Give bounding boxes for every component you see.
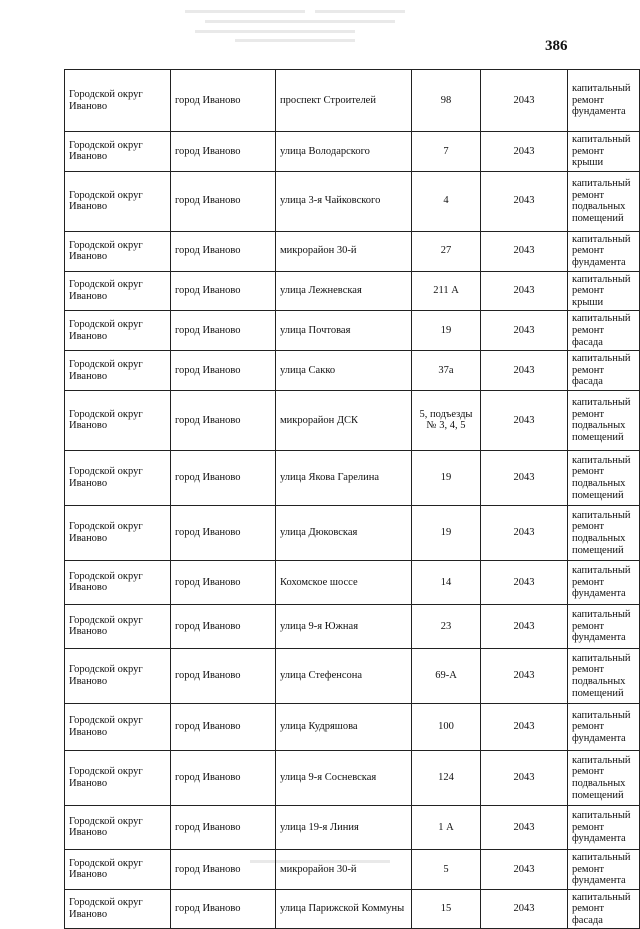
cell-district: Городской округ Иваново xyxy=(65,311,171,351)
cell-city: город Иваново xyxy=(171,560,276,604)
cell-street: улица Сакко xyxy=(276,351,412,391)
cell-work-type: капитальный ремонт фундамента xyxy=(568,703,640,750)
registry-table-body xyxy=(65,70,640,929)
cell-city: город Иваново xyxy=(171,805,276,849)
cell-city: город Иваново xyxy=(171,171,276,231)
table-row xyxy=(65,231,640,271)
cell-district: Городской округ Иваново xyxy=(65,271,171,311)
cell-street: улица 3-я Чайковского xyxy=(276,171,412,231)
cell-house-number: 7 xyxy=(412,132,481,172)
cell-house-number: 98 xyxy=(412,70,481,132)
cell-street: микрорайон 30-й xyxy=(276,231,412,271)
cell-street: микрорайон ДСК xyxy=(276,390,412,450)
cell-street: улица 9-я Сосневская xyxy=(276,750,412,805)
table-row xyxy=(65,604,640,648)
cell-work-type: капитальный ремонт фасада xyxy=(568,889,640,929)
table-row xyxy=(65,271,640,311)
table-row xyxy=(65,648,640,703)
cell-work-type: капитальный ремонт крыши xyxy=(568,271,640,311)
cell-work-type: капитальный ремонт подвальных помещений xyxy=(568,648,640,703)
cell-street: проспект Строителей xyxy=(276,70,412,132)
cell-work-type: капитальный ремонт подвальных помещений xyxy=(568,171,640,231)
page-number: 386 xyxy=(545,38,568,54)
cell-house-number: 23 xyxy=(412,604,481,648)
cell-street: микрорайон 30-й xyxy=(276,849,412,889)
cell-year: 2043 xyxy=(481,390,568,450)
table-row xyxy=(65,351,640,391)
cell-work-type: капитальный ремонт подвальных помещений xyxy=(568,750,640,805)
cell-year: 2043 xyxy=(481,604,568,648)
cell-district: Городской округ Иваново xyxy=(65,805,171,849)
table-row xyxy=(65,805,640,849)
cell-work-type: капитальный ремонт крыши xyxy=(568,132,640,172)
cell-house-number: 1 А xyxy=(412,805,481,849)
cell-district: Городской округ Иваново xyxy=(65,889,171,929)
cell-city: город Иваново xyxy=(171,604,276,648)
cell-work-type: капитальный ремонт фундамента xyxy=(568,560,640,604)
cell-street: улица Лежневская xyxy=(276,271,412,311)
cell-district: Городской округ Иваново xyxy=(65,750,171,805)
cell-city: город Иваново xyxy=(171,889,276,929)
cell-district: Городской округ Иваново xyxy=(65,351,171,391)
cell-district: Городской округ Иваново xyxy=(65,703,171,750)
cell-year: 2043 xyxy=(481,311,568,351)
cell-city: город Иваново xyxy=(171,750,276,805)
cell-street: Кохомское шоссе xyxy=(276,560,412,604)
cell-district: Городской округ Иваново xyxy=(65,604,171,648)
cell-street: улица Якова Гарелина xyxy=(276,450,412,505)
cell-year: 2043 xyxy=(481,505,568,560)
cell-city: город Иваново xyxy=(171,271,276,311)
cell-house-number: 14 xyxy=(412,560,481,604)
cell-year: 2043 xyxy=(481,171,568,231)
cell-year: 2043 xyxy=(481,703,568,750)
cell-street: улица Кудряшова xyxy=(276,703,412,750)
cell-year: 2043 xyxy=(481,889,568,929)
cell-work-type: капитальный ремонт фундамента xyxy=(568,805,640,849)
cell-work-type: капитальный ремонт фундамента xyxy=(568,70,640,132)
cell-street: улица Стефенсона xyxy=(276,648,412,703)
table-row xyxy=(65,505,640,560)
cell-house-number: 37а xyxy=(412,351,481,391)
cell-work-type: капитальный ремонт подвальных помещений xyxy=(568,505,640,560)
cell-house-number: 19 xyxy=(412,311,481,351)
cell-street: улица Почтовая xyxy=(276,311,412,351)
cell-year: 2043 xyxy=(481,560,568,604)
cell-district: Городской округ Иваново xyxy=(65,171,171,231)
cell-district: Городской округ Иваново xyxy=(65,505,171,560)
cell-year: 2043 xyxy=(481,271,568,311)
cell-city: город Иваново xyxy=(171,231,276,271)
cell-house-number: 19 xyxy=(412,450,481,505)
cell-district: Городской округ Иваново xyxy=(65,70,171,132)
cell-district: Городской округ Иваново xyxy=(65,450,171,505)
cell-street: улица Парижской Коммуны xyxy=(276,889,412,929)
cell-house-number: 27 xyxy=(412,231,481,271)
cell-city: город Иваново xyxy=(171,390,276,450)
table-row xyxy=(65,560,640,604)
registry-table xyxy=(64,69,640,929)
cell-year: 2043 xyxy=(481,648,568,703)
table-row xyxy=(65,132,640,172)
table-row xyxy=(65,171,640,231)
cell-city: город Иваново xyxy=(171,132,276,172)
table-row xyxy=(65,889,640,929)
table-row xyxy=(65,311,640,351)
cell-city: город Иваново xyxy=(171,351,276,391)
cell-year: 2043 xyxy=(481,231,568,271)
cell-district: Городской округ Иваново xyxy=(65,849,171,889)
cell-work-type: капитальный ремонт фасада xyxy=(568,351,640,391)
cell-house-number: 5, подъезды № 3, 4, 5 xyxy=(412,390,481,450)
cell-city: город Иваново xyxy=(171,505,276,560)
cell-house-number: 19 xyxy=(412,505,481,560)
table-row xyxy=(65,390,640,450)
cell-year: 2043 xyxy=(481,805,568,849)
cell-work-type: капитальный ремонт подвальных помещений xyxy=(568,450,640,505)
cell-work-type: капитальный ремонт подвальных помещений xyxy=(568,390,640,450)
cell-work-type: капитальный ремонт фундамента xyxy=(568,231,640,271)
cell-city: город Иваново xyxy=(171,648,276,703)
cell-house-number: 211 А xyxy=(412,271,481,311)
cell-district: Городской округ Иваново xyxy=(65,390,171,450)
cell-house-number: 5 xyxy=(412,849,481,889)
cell-year: 2043 xyxy=(481,849,568,889)
cell-city: город Иваново xyxy=(171,70,276,132)
cell-city: город Иваново xyxy=(171,849,276,889)
cell-year: 2043 xyxy=(481,132,568,172)
cell-work-type: капитальный ремонт фундамента xyxy=(568,849,640,889)
cell-year: 2043 xyxy=(481,750,568,805)
cell-house-number: 69-А xyxy=(412,648,481,703)
cell-city: город Иваново xyxy=(171,450,276,505)
cell-district: Городской округ Иваново xyxy=(65,560,171,604)
table-row xyxy=(65,70,640,132)
cell-district: Городской округ Иваново xyxy=(65,231,171,271)
cell-city: город Иваново xyxy=(171,311,276,351)
cell-work-type: капитальный ремонт фасада xyxy=(568,311,640,351)
table-row xyxy=(65,703,640,750)
cell-work-type: капитальный ремонт фундамента xyxy=(568,604,640,648)
cell-street: улица Дюковская xyxy=(276,505,412,560)
bleed-through-header xyxy=(175,6,425,46)
cell-street: улица 9-я Южная xyxy=(276,604,412,648)
cell-district: Городской округ Иваново xyxy=(65,648,171,703)
cell-city: город Иваново xyxy=(171,703,276,750)
table-row xyxy=(65,750,640,805)
table-row xyxy=(65,450,640,505)
cell-year: 2043 xyxy=(481,450,568,505)
cell-house-number: 15 xyxy=(412,889,481,929)
cell-house-number: 124 xyxy=(412,750,481,805)
table-row xyxy=(65,849,640,889)
cell-street: улица Володарского xyxy=(276,132,412,172)
cell-year: 2043 xyxy=(481,351,568,391)
cell-house-number: 100 xyxy=(412,703,481,750)
cell-district: Городской округ Иваново xyxy=(65,132,171,172)
cell-year: 2043 xyxy=(481,70,568,132)
cell-street: улица 19-я Линия xyxy=(276,805,412,849)
cell-house-number: 4 xyxy=(412,171,481,231)
